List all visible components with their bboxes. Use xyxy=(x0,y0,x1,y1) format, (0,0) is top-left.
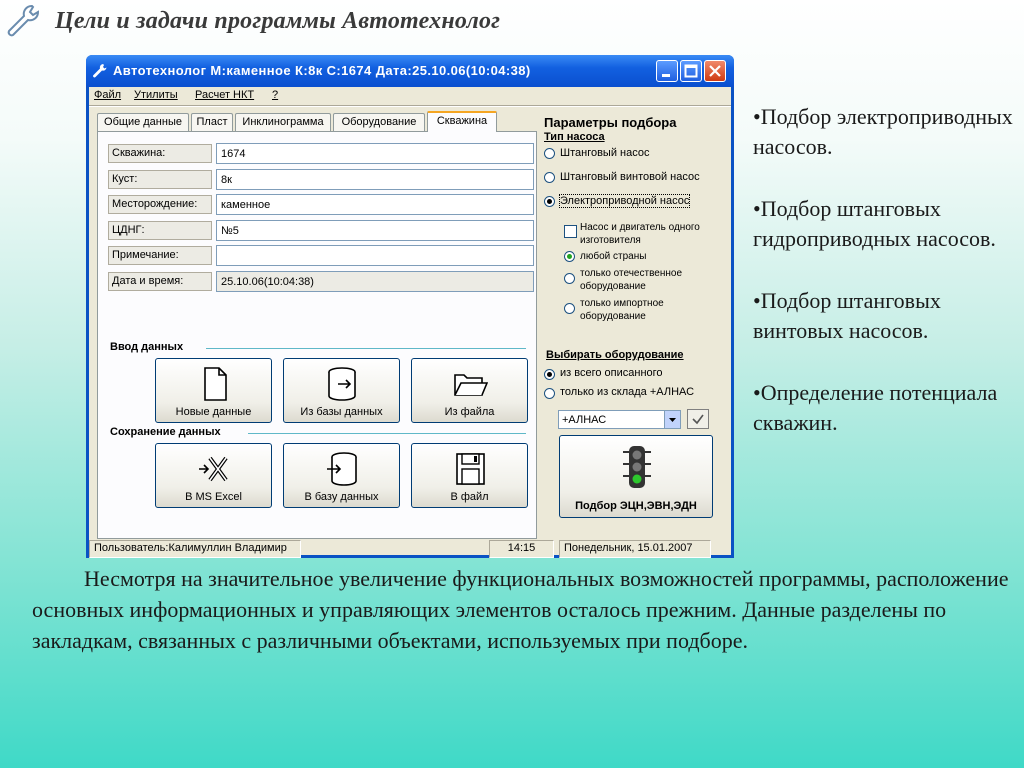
to-excel-button[interactable] xyxy=(155,443,272,508)
close-button[interactable] xyxy=(704,60,726,82)
slide-title: Цели и задачи программы Автотехнолог xyxy=(55,8,501,34)
save-floppy-icon xyxy=(452,450,488,488)
run-selection-label: Подбор ЭЦН,ЭВН,ЭДН xyxy=(575,500,697,512)
warehouse-only-label: только из склада +АЛНАС xyxy=(560,386,695,398)
cluster-label: Куст: xyxy=(108,170,212,189)
domestic-radio[interactable] xyxy=(564,273,575,284)
to-database-button[interactable] xyxy=(283,443,400,508)
from-database-button[interactable] xyxy=(283,358,400,423)
window-title: Автотехнолог М:каменное К:8к С:1674 Дата:25.10.06(10:04:38) xyxy=(113,63,531,78)
cluster-input[interactable] xyxy=(216,169,534,190)
excel-export-icon xyxy=(196,450,232,488)
same-maker-label: Насос и двигатель одного изготовителя xyxy=(580,222,700,246)
import-radio[interactable] xyxy=(564,303,575,314)
same-maker-checkbox[interactable] xyxy=(564,225,577,238)
description-paragraph xyxy=(32,563,1022,656)
new-data-button[interactable] xyxy=(155,358,272,423)
tab-inclinogram[interactable] xyxy=(235,113,331,131)
menu-help[interactable]: ? xyxy=(272,89,279,101)
menu-utilities[interactable]: Утилиты xyxy=(134,89,178,101)
run-selection-button[interactable] xyxy=(559,435,713,518)
wrench-icon xyxy=(4,2,44,42)
tab-label: Инклинограмма xyxy=(242,116,324,128)
selection-params-panel xyxy=(540,109,722,555)
any-country-label: любой страны xyxy=(580,251,647,262)
check-icon xyxy=(688,410,708,428)
from-file-label: Из файла xyxy=(444,406,495,418)
field-label: Месторождение: xyxy=(108,195,212,214)
maximize-icon xyxy=(681,61,701,81)
minimize-button[interactable] xyxy=(656,60,678,82)
tab-well[interactable] xyxy=(427,111,497,132)
bullet-screw-pumps: •Подбор штанговых винтовых насосов. xyxy=(753,288,941,343)
warehouse-combo[interactable]: +АЛНАС xyxy=(558,410,681,429)
pump-type-label: Тип насоса xyxy=(544,131,605,143)
close-icon xyxy=(705,61,725,81)
new-document-icon xyxy=(196,365,232,403)
oilfield-input[interactable] xyxy=(216,194,534,215)
to-file-label: В файл xyxy=(450,491,489,503)
all-described-radio[interactable] xyxy=(544,369,555,380)
tab-label: Скважина xyxy=(436,115,488,127)
menu-bar xyxy=(89,87,731,105)
app-window xyxy=(86,55,734,558)
datetime-label: Дата и время: xyxy=(108,272,212,291)
status-bar xyxy=(89,540,731,555)
any-country-radio[interactable] xyxy=(564,251,575,262)
new-data-label: Новые данные xyxy=(175,406,252,418)
bullet-electric-pumps: •Подбор электроприводных насосов. xyxy=(753,104,1013,159)
shop-input[interactable] xyxy=(216,220,534,241)
bullet-well-potential: •Определение потенциала скважин. xyxy=(753,380,998,435)
maximize-button[interactable] xyxy=(680,60,702,82)
menu-file[interactable]: Файл xyxy=(94,89,122,101)
status-time: 14:15 xyxy=(489,540,554,558)
wrench-icon xyxy=(92,63,108,79)
apply-check-button[interactable] xyxy=(687,409,709,429)
shop-label: ЦДНГ: xyxy=(108,221,212,240)
traffic-light-icon xyxy=(620,444,654,490)
choose-equipment-label: Выбирать оборудование xyxy=(546,349,684,361)
to-excel-label: В MS Excel xyxy=(185,491,242,503)
title-bar[interactable] xyxy=(86,55,734,87)
rod-pump-radio[interactable] xyxy=(544,148,555,159)
save-section-label: Сохранение данных xyxy=(110,426,221,438)
params-title: Параметры подбора xyxy=(544,115,677,130)
input-section-label: Ввод данных xyxy=(110,341,184,353)
tab-label: Оборудование xyxy=(341,116,417,128)
database-export-icon xyxy=(324,450,360,488)
bullet-hydraulic-pumps: •Подбор штанговых гидроприводных насосов. xyxy=(753,196,996,251)
well-input[interactable] xyxy=(216,143,534,164)
to-database-label: В базу данных xyxy=(304,491,379,503)
menu-separator xyxy=(89,105,731,107)
tab-label: Общие данные xyxy=(104,116,182,128)
warehouse-only-radio[interactable] xyxy=(544,388,555,399)
window-client xyxy=(89,87,731,555)
well-tab-panel xyxy=(97,131,537,539)
well-label: Скважина: xyxy=(108,144,212,163)
section-divider xyxy=(248,433,526,434)
screw-pump-label: Штанговый винтовой насос xyxy=(560,171,700,183)
note-label: Примечание: xyxy=(108,246,212,265)
datetime-input xyxy=(216,271,534,292)
minimize-icon xyxy=(657,61,677,81)
tab-equipment[interactable] xyxy=(333,113,425,131)
bullet-list xyxy=(753,102,1021,470)
chevron-down-icon xyxy=(665,411,680,428)
status-user: Пользователь:Калимуллин Владимир xyxy=(89,540,301,558)
from-database-label: Из базы данных xyxy=(300,406,383,418)
note-input[interactable] xyxy=(216,245,534,266)
all-described-label: из всего описанного xyxy=(560,367,663,379)
menu-tubing-calc[interactable]: Расчет НКТ xyxy=(195,89,255,101)
from-file-button[interactable] xyxy=(411,358,528,423)
tab-general[interactable] xyxy=(97,113,189,131)
section-divider xyxy=(206,348,526,349)
electric-pump-radio[interactable] xyxy=(544,196,555,207)
electric-pump-label: Электроприводной насос xyxy=(560,195,690,207)
to-file-button[interactable] xyxy=(411,443,528,508)
screw-pump-radio[interactable] xyxy=(544,172,555,183)
description-text: Несмотря на значительное увеличение функциональных возможностей программы, расположение основных информационных и управляющих элементов осталось прежним. Данные разделены по закладкам, связанных с различными объектами, используемых при подборе. xyxy=(32,566,1009,653)
rod-pump-label: Штанговый насос xyxy=(560,147,650,159)
import-label: только импортное оборудование xyxy=(580,298,664,322)
domestic-label: только отечественное оборудование xyxy=(580,268,683,292)
tab-formation[interactable] xyxy=(191,113,233,131)
status-date: Понедельник, 15.01.2007 xyxy=(559,540,711,558)
tab-label: Пласт xyxy=(196,116,228,128)
database-import-icon xyxy=(324,365,360,403)
open-folder-icon xyxy=(452,365,488,403)
combo-dropdown-button[interactable] xyxy=(664,410,681,429)
